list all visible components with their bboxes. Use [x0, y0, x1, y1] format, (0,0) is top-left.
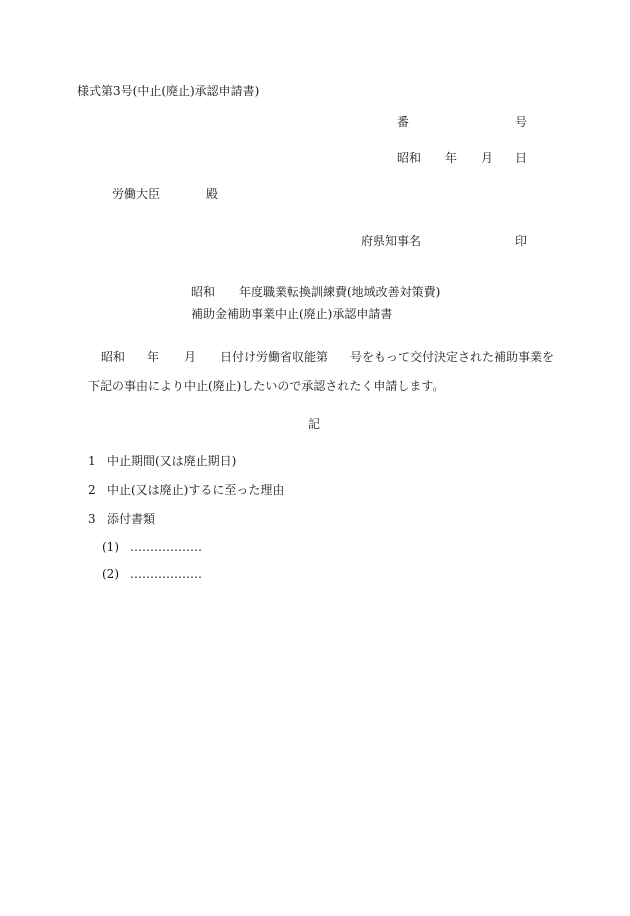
body-ref: 日付け労働省収能第	[220, 350, 329, 364]
item-text: 添付書類	[107, 512, 156, 526]
body-era: 昭和	[101, 350, 126, 364]
addressee-honorific: 殿	[206, 187, 219, 201]
body-rest: 号をもって交付決定された補助事業を	[350, 350, 555, 364]
subject-line2: 補助金補助事業中止(廃止)承認申請書	[191, 307, 393, 321]
subitem-dots: ………………	[130, 567, 202, 581]
subject-line1: 年度職業転換訓練費(地域改善対策費)	[239, 285, 441, 299]
item-number: 2	[88, 483, 96, 497]
body-line2: 下記の事由により中止(廃止)したいので承認されたく申請します。	[88, 379, 445, 393]
number-ban: 番	[397, 115, 410, 129]
body-month: 月	[184, 350, 197, 364]
date-month: 月	[481, 151, 494, 165]
date-day: 日	[515, 151, 528, 165]
seal-mark: 印	[515, 234, 528, 248]
subitem-number: (2)	[102, 567, 119, 581]
subject-era: 昭和	[191, 285, 216, 299]
date-year: 年	[445, 151, 458, 165]
item-text: 中止(又は廃止)するに至った理由	[107, 483, 285, 497]
body-year: 年	[147, 350, 160, 364]
subitem-number: (1)	[102, 540, 119, 554]
item-number: 1	[88, 454, 96, 468]
number-go: 号	[515, 115, 528, 129]
form-title: 様式第3号(中止(廃止)承認申請書)	[77, 84, 260, 98]
item-number: 3	[88, 512, 96, 526]
sender-label: 府県知事名	[361, 234, 422, 248]
subitem-dots: ………………	[130, 540, 202, 554]
item-text: 中止期間(又は廃止期日)	[107, 454, 237, 468]
ki-heading: 記	[308, 417, 321, 431]
date-era: 昭和	[397, 151, 422, 165]
addressee-title: 労働大臣	[112, 187, 161, 201]
